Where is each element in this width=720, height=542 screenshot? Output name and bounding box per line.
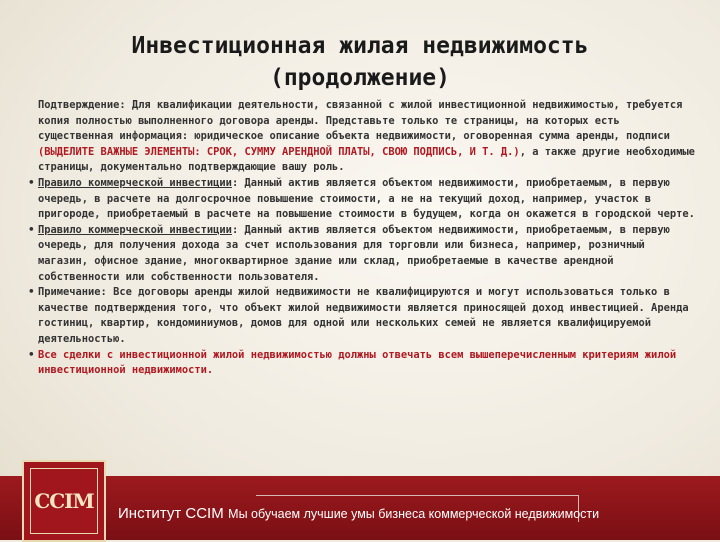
slide-content <box>28 98 696 379</box>
page-title <box>30 30 690 94</box>
requirement-text: Все сделки с инвестиционной жилой недвижимостью должны отвечать всем вышеперечисленным критериям жилой инвестиционной недвижимости. <box>38 348 677 377</box>
ccim-logo <box>22 460 106 542</box>
bullet-icon: • <box>28 176 35 189</box>
rule-text: : Данный актив является объектом недвижимости, приобретаемым, в первую очередь, в расчете на долгосрочное повышение стоимости, а не на текущий доход, например, участок в пригороде, приобретаемый в расчете на повышение стоимости в будущем, когда он окажется в городской черте. <box>38 176 695 221</box>
bullet-icon: • <box>28 286 35 299</box>
rule-text: : Данный актив является объектом недвижимости, приобретаемым, в первую очередь, для получения дохода за счет использования для торговли или бизнеса, например, розничный магазин, офисное здание, многоквартирное здание или склад, приобретаемые в качестве арендной собственности или собственности пользователя. <box>38 223 670 283</box>
title-line-1: Инвестиционная жилая недвижимость <box>131 33 589 59</box>
footer-text <box>118 500 708 536</box>
title-line-2: (продолжение) <box>269 65 450 91</box>
list-item <box>28 348 696 379</box>
list-item <box>28 223 696 285</box>
list-item <box>28 176 696 223</box>
rule-label: Правило коммерческой инвестиции <box>38 176 232 189</box>
list-item <box>28 285 696 347</box>
bullet-icon: • <box>28 223 35 236</box>
note-text: Примечание: Все договоры аренды жилой недвижимости не квалифицируются и могут использоваться только в качестве подтверждения того, что объект жилой недвижимости является приносящей доход инвестицией. Аренда гостиниц, квартир, кондоминиумов, домов для одной или нескольких семей не является квалифицируемой деятельностью. <box>38 286 689 345</box>
intro-paragraph <box>28 98 696 176</box>
intro-text-b: , а также другие необходимые страницы, документально подтверждающие вашу роль. <box>38 145 695 174</box>
intro-text-a: Подтверждение: Для квалификации деятельности, связанной с жилой инвестиционной недвижимостью, требуется копия полностью выполненного договора аренды. Представьте только те страницы, на которых есть существенная информация: юридическое описание объекта недвижимости, оговоренная сумма аренды, подписи <box>38 99 683 143</box>
bullet-icon: • <box>28 348 35 361</box>
rule-label: Правило коммерческой инвестиции <box>38 223 232 236</box>
ccim-logo-text: CCIM <box>30 468 98 534</box>
institute-name: Институт CCIM <box>118 505 224 522</box>
footer-motto: Мы обучаем лучшие умы бизнеса коммерческой недвижимости <box>228 507 600 521</box>
intro-highlight: (ВЫДЕЛИТЕ ВАЖНЫЕ ЭЛЕМЕНТЫ: СРОК, СУММУ АРЕНДНОЙ ПЛАТЫ, СВОЮ ПОДПИСЬ, И Т. Д.) <box>38 145 520 158</box>
